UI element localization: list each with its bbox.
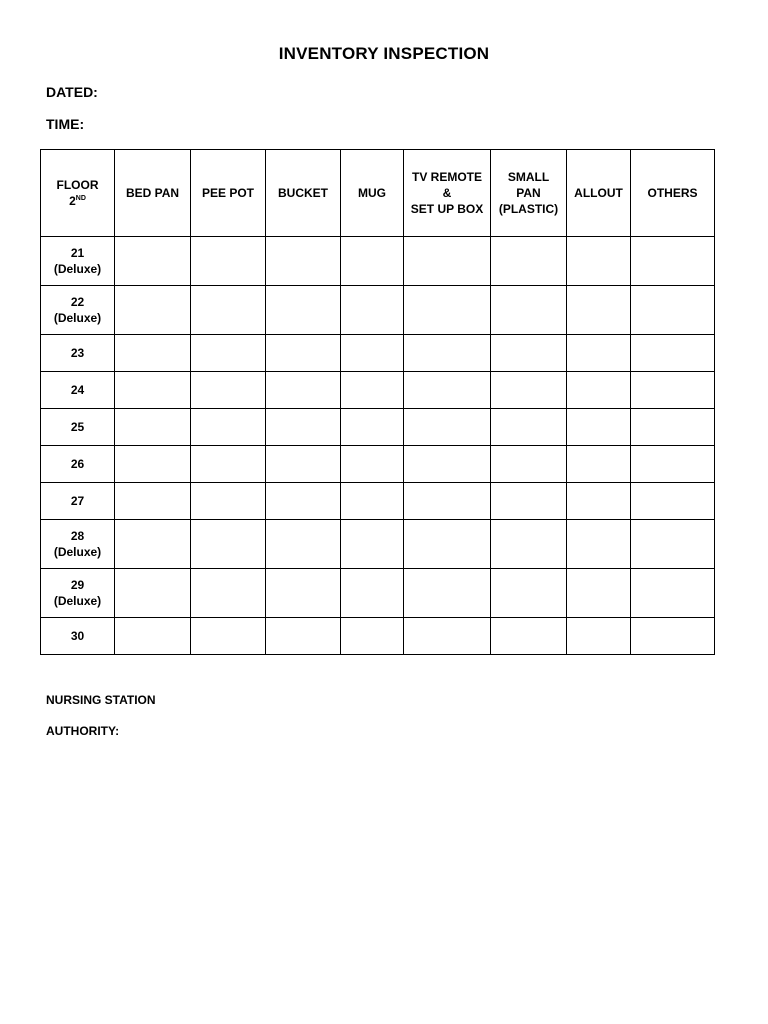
small-pan-entry-cell[interactable] xyxy=(491,569,567,618)
allout-entry-cell[interactable] xyxy=(567,483,631,520)
tv-remote-entry-cell[interactable] xyxy=(404,372,491,409)
bed-pan-entry-cell[interactable] xyxy=(115,237,191,286)
dated-label: DATED: xyxy=(46,84,98,100)
room-type-note: (Deluxe) xyxy=(53,545,102,559)
header-pee-pot: PEE POT xyxy=(191,150,266,237)
room-cell xyxy=(41,335,115,372)
table-row xyxy=(41,483,715,520)
allout-entry-cell[interactable] xyxy=(567,237,631,286)
time-label: TIME: xyxy=(46,116,85,132)
room-cell xyxy=(41,237,115,286)
mug-entry-cell[interactable] xyxy=(341,483,404,520)
room-type-note: (Deluxe) xyxy=(53,594,102,608)
bucket-entry-cell[interactable] xyxy=(266,335,341,372)
room-type-note: (Deluxe) xyxy=(53,311,102,325)
bucket-entry-cell[interactable] xyxy=(266,286,341,335)
pee-pot-entry-cell[interactable] xyxy=(191,286,266,335)
pee-pot-entry-cell[interactable] xyxy=(191,237,266,286)
bed-pan-entry-cell[interactable] xyxy=(115,446,191,483)
authority-label: AUTHORITY: xyxy=(46,724,120,738)
room-cell xyxy=(41,286,115,335)
mug-entry-cell[interactable] xyxy=(341,569,404,618)
room-number: 26 xyxy=(70,457,85,471)
header-allout: ALLOUT xyxy=(567,150,631,237)
header-tv-line2: & xyxy=(442,186,452,200)
table-row xyxy=(41,335,715,372)
room-number: 29 xyxy=(70,578,85,592)
header-tv-remote xyxy=(404,150,491,237)
others-entry-cell[interactable] xyxy=(631,446,715,483)
table-row xyxy=(41,569,715,618)
pee-pot-entry-cell[interactable] xyxy=(191,618,266,655)
others-entry-cell[interactable] xyxy=(631,335,715,372)
room-cell xyxy=(41,520,115,569)
header-small-line3: (PLASTIC) xyxy=(498,202,559,216)
others-entry-cell[interactable] xyxy=(631,409,715,446)
bed-pan-entry-cell[interactable] xyxy=(115,569,191,618)
bucket-entry-cell[interactable] xyxy=(266,520,341,569)
bed-pan-entry-cell[interactable] xyxy=(115,372,191,409)
allout-entry-cell[interactable] xyxy=(567,335,631,372)
header-floor-suffix: ND xyxy=(75,195,86,202)
table-row xyxy=(41,409,715,446)
tv-remote-entry-cell[interactable] xyxy=(404,286,491,335)
room-number: 24 xyxy=(70,383,85,397)
pee-pot-entry-cell[interactable] xyxy=(191,372,266,409)
header-bucket: BUCKET xyxy=(266,150,341,237)
header-bed-pan: BED PAN xyxy=(115,150,191,237)
allout-entry-cell[interactable] xyxy=(567,409,631,446)
header-floor-label: FLOOR xyxy=(56,178,99,192)
header-small-line2: PAN xyxy=(516,186,541,200)
header-small-pan xyxy=(491,150,567,237)
header-floor-number: 2 xyxy=(69,194,76,208)
pee-pot-entry-cell[interactable] xyxy=(191,520,266,569)
nursing-station-label: NURSING STATION xyxy=(46,693,156,707)
bucket-entry-cell[interactable] xyxy=(266,618,341,655)
room-cell xyxy=(41,372,115,409)
others-entry-cell[interactable] xyxy=(631,286,715,335)
mug-entry-cell[interactable] xyxy=(341,446,404,483)
pee-pot-entry-cell[interactable] xyxy=(191,446,266,483)
allout-entry-cell[interactable] xyxy=(567,286,631,335)
mug-entry-cell[interactable] xyxy=(341,618,404,655)
small-pan-entry-cell[interactable] xyxy=(491,286,567,335)
mug-entry-cell[interactable] xyxy=(341,286,404,335)
page-title: INVENTORY INSPECTION xyxy=(278,44,490,63)
others-entry-cell[interactable] xyxy=(631,618,715,655)
tv-remote-entry-cell[interactable] xyxy=(404,618,491,655)
small-pan-entry-cell[interactable] xyxy=(491,237,567,286)
room-number: 27 xyxy=(70,494,85,508)
tv-remote-entry-cell[interactable] xyxy=(404,569,491,618)
room-number: 25 xyxy=(70,420,85,434)
pee-pot-entry-cell[interactable] xyxy=(191,409,266,446)
pee-pot-entry-cell[interactable] xyxy=(191,335,266,372)
bucket-entry-cell[interactable] xyxy=(266,483,341,520)
table-row xyxy=(41,618,715,655)
others-entry-cell[interactable] xyxy=(631,520,715,569)
bucket-entry-cell[interactable] xyxy=(266,446,341,483)
room-number: 23 xyxy=(70,346,85,360)
tv-remote-entry-cell[interactable] xyxy=(404,520,491,569)
room-number: 22 xyxy=(70,295,85,309)
header-floor xyxy=(41,150,115,237)
bed-pan-entry-cell[interactable] xyxy=(115,520,191,569)
table-row xyxy=(41,520,715,569)
bucket-entry-cell[interactable] xyxy=(266,569,341,618)
small-pan-entry-cell[interactable] xyxy=(491,520,567,569)
header-tv-line1: TV REMOTE xyxy=(411,170,482,184)
others-entry-cell[interactable] xyxy=(631,372,715,409)
others-entry-cell[interactable] xyxy=(631,237,715,286)
table-row xyxy=(41,372,715,409)
bucket-entry-cell[interactable] xyxy=(266,372,341,409)
bed-pan-entry-cell[interactable] xyxy=(115,335,191,372)
tv-remote-entry-cell[interactable] xyxy=(404,483,491,520)
header-floor-number-line xyxy=(43,193,112,209)
header-mug: MUG xyxy=(341,150,404,237)
bed-pan-entry-cell[interactable] xyxy=(115,483,191,520)
bed-pan-entry-cell[interactable] xyxy=(115,409,191,446)
allout-entry-cell[interactable] xyxy=(567,569,631,618)
small-pan-entry-cell[interactable] xyxy=(491,618,567,655)
small-pan-entry-cell[interactable] xyxy=(491,409,567,446)
bucket-entry-cell[interactable] xyxy=(266,237,341,286)
bed-pan-entry-cell[interactable] xyxy=(115,618,191,655)
bed-pan-entry-cell[interactable] xyxy=(115,286,191,335)
header-others: OTHERS xyxy=(631,150,715,237)
tv-remote-entry-cell[interactable] xyxy=(404,237,491,286)
others-entry-cell[interactable] xyxy=(631,483,715,520)
room-number: 30 xyxy=(70,629,85,643)
small-pan-entry-cell[interactable] xyxy=(491,372,567,409)
allout-entry-cell[interactable] xyxy=(567,618,631,655)
table-row xyxy=(41,446,715,483)
inspection-table-body xyxy=(41,237,715,655)
room-cell xyxy=(41,409,115,446)
room-cell xyxy=(41,446,115,483)
room-cell xyxy=(41,618,115,655)
small-pan-entry-cell[interactable] xyxy=(491,335,567,372)
mug-entry-cell[interactable] xyxy=(341,372,404,409)
room-cell xyxy=(41,569,115,618)
header-row xyxy=(41,150,715,237)
room-type-note: (Deluxe) xyxy=(53,262,102,276)
mug-entry-cell[interactable] xyxy=(341,335,404,372)
header-small-line1: SMALL xyxy=(507,170,550,184)
room-number: 28 xyxy=(70,529,85,543)
allout-entry-cell[interactable] xyxy=(567,446,631,483)
room-cell xyxy=(41,483,115,520)
tv-remote-entry-cell[interactable] xyxy=(404,409,491,446)
allout-entry-cell[interactable] xyxy=(567,520,631,569)
inspection-table xyxy=(40,149,715,655)
room-number: 21 xyxy=(70,246,85,260)
tv-remote-entry-cell[interactable] xyxy=(404,446,491,483)
header-tv-line3: SET UP BOX xyxy=(410,202,484,216)
table-row xyxy=(41,237,715,286)
tv-remote-entry-cell[interactable] xyxy=(404,335,491,372)
pee-pot-entry-cell[interactable] xyxy=(191,483,266,520)
mug-entry-cell[interactable] xyxy=(341,237,404,286)
small-pan-entry-cell[interactable] xyxy=(491,483,567,520)
mug-entry-cell[interactable] xyxy=(341,520,404,569)
bucket-entry-cell[interactable] xyxy=(266,409,341,446)
pee-pot-entry-cell[interactable] xyxy=(191,569,266,618)
table-row xyxy=(41,286,715,335)
others-entry-cell[interactable] xyxy=(631,569,715,618)
small-pan-entry-cell[interactable] xyxy=(491,446,567,483)
mug-entry-cell[interactable] xyxy=(341,409,404,446)
allout-entry-cell[interactable] xyxy=(567,372,631,409)
